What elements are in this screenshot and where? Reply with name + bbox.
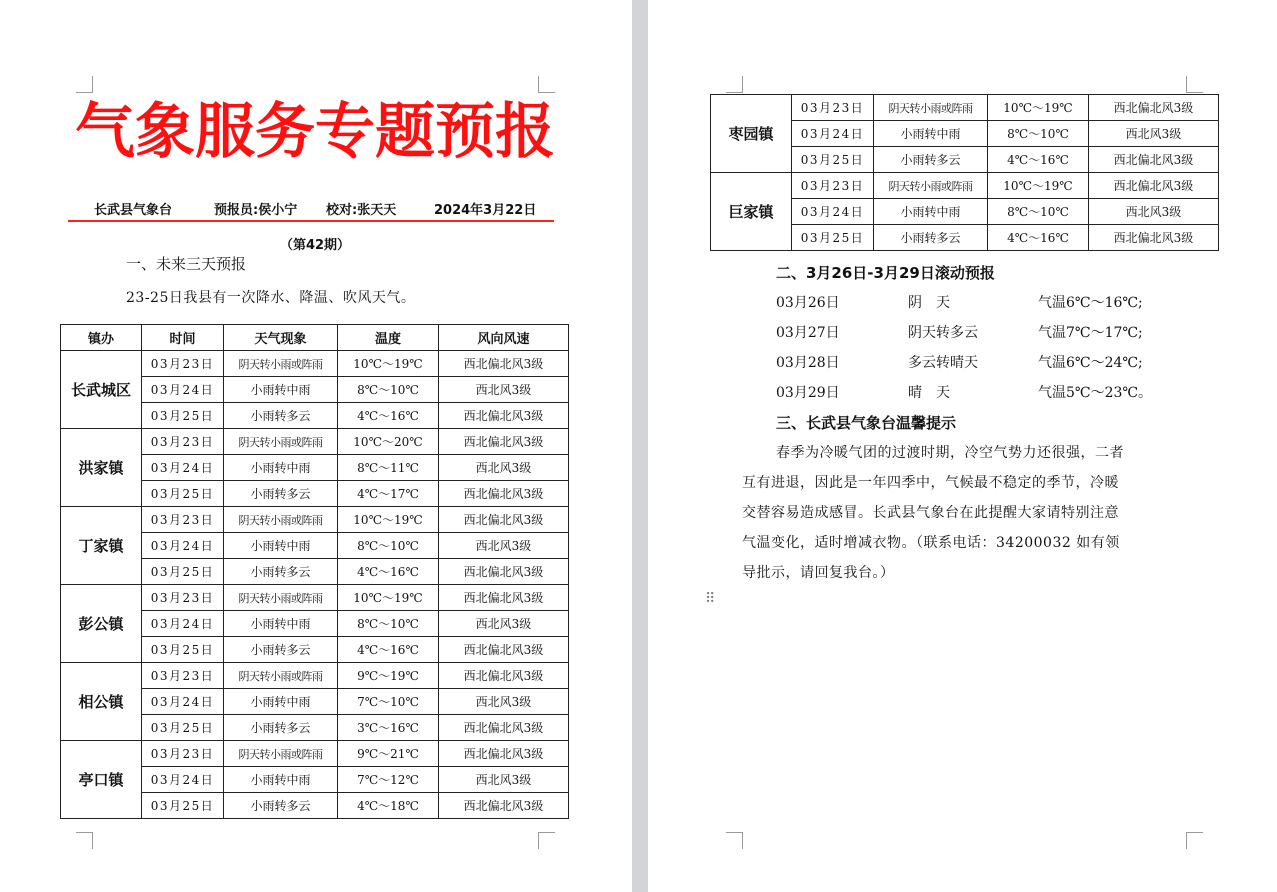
cell-temp: 4℃～18℃: [338, 793, 439, 819]
cell-temp: 10℃～20℃: [338, 429, 439, 455]
cell-weather: 小雨转多云: [224, 793, 338, 819]
section1-heading: 一、未来三天预报: [126, 255, 247, 273]
cell-wind: 西北偏北风3级: [439, 793, 569, 819]
rolling-weather: 阴 天: [908, 295, 950, 311]
cell-wind: 西北风3级: [1089, 121, 1219, 147]
cell-weather: 小雨转多云: [874, 225, 988, 251]
crop-mark: [76, 76, 93, 93]
page-gutter: [632, 0, 648, 892]
cell-temp: 10℃～19℃: [338, 507, 439, 533]
town-name: 彭公镇: [61, 585, 142, 663]
cell-wind: 西北风3级: [439, 533, 569, 559]
cell-weather: 小雨转中雨: [874, 121, 988, 147]
rolling-temp: 气温6℃～24℃;: [1038, 355, 1143, 371]
cell-date: 03月25日: [142, 559, 224, 585]
cell-wind: 西北偏北风3级: [1089, 95, 1219, 121]
cell-temp: 10℃～19℃: [988, 95, 1089, 121]
cell-weather: 小雨转多云: [224, 403, 338, 429]
cell-wind: 西北偏北风3级: [1089, 147, 1219, 173]
cell-temp: 8℃～10℃: [338, 611, 439, 637]
cell-temp: 9℃～21℃: [338, 741, 439, 767]
cell-date: 03月25日: [142, 793, 224, 819]
rolling-weather: 多云转晴天: [908, 355, 978, 371]
cell-date: 03月24日: [142, 767, 224, 793]
drag-handle-icon[interactable]: ⠿: [705, 591, 716, 607]
issue-date: 2024年3月22日: [434, 203, 537, 218]
cell-weather: 阴天转小雨或阵雨: [224, 507, 338, 533]
table-header-row: [61, 325, 569, 351]
cell-weather: 小雨转中雨: [224, 611, 338, 637]
crop-mark: [1186, 832, 1203, 849]
cell-temp: 4℃～16℃: [338, 637, 439, 663]
table-row: [61, 351, 569, 377]
cell-wind: 西北偏北风3级: [1089, 173, 1219, 199]
rolling-date: 03月27日: [776, 325, 840, 341]
cell-weather: 小雨转中雨: [224, 689, 338, 715]
crop-mark: [1186, 76, 1203, 93]
cell-weather: 小雨转中雨: [224, 533, 338, 559]
cell-weather: 阴天转小雨或阵雨: [224, 741, 338, 767]
document-title: 气象服务专题预报: [75, 97, 555, 167]
cell-weather: 阴天转小雨或阵雨: [874, 95, 988, 121]
cell-date: 03月24日: [792, 121, 874, 147]
section2-heading: 二、3月26日-3月29日滚动预报: [776, 264, 995, 282]
forecast-table-left: [60, 324, 569, 819]
table-row: [61, 429, 569, 455]
town-name: 亭口镇: [61, 741, 142, 819]
cell-date: 03月23日: [142, 663, 224, 689]
cell-date: 03月25日: [792, 225, 874, 251]
section3-heading: 三、长武县气象台温馨提示: [776, 414, 957, 432]
header-town: 镇办: [61, 325, 142, 351]
section1-summary: 23-25日我县有一次降水、降温、吹风天气。: [126, 290, 416, 306]
cell-date: 03月23日: [142, 585, 224, 611]
cell-temp: 7℃～10℃: [338, 689, 439, 715]
cell-weather: 小雨转多云: [224, 559, 338, 585]
cell-temp: 3℃～16℃: [338, 715, 439, 741]
cell-temp: 4℃～16℃: [338, 559, 439, 585]
cell-date: 03月25日: [142, 481, 224, 507]
town-name: 长武城区: [61, 351, 142, 429]
cell-weather: 小雨转多云: [224, 481, 338, 507]
crop-mark: [76, 832, 93, 849]
table-row: [61, 741, 569, 767]
cell-temp: 9℃～19℃: [338, 663, 439, 689]
cell-temp: 8℃～10℃: [988, 199, 1089, 225]
cell-wind: 西北风3级: [439, 455, 569, 481]
cell-date: 03月24日: [142, 689, 224, 715]
cell-date: 03月24日: [142, 377, 224, 403]
cell-weather: 小雨转多云: [224, 637, 338, 663]
header-weather: 天气现象: [224, 325, 338, 351]
cell-temp: 8℃～10℃: [338, 377, 439, 403]
cell-date: 03月24日: [142, 611, 224, 637]
cell-date: 03月23日: [792, 95, 874, 121]
cell-wind: 西北偏北风3级: [439, 663, 569, 689]
cell-wind: 西北偏北风3级: [439, 585, 569, 611]
rolling-date: 03月26日: [776, 295, 840, 311]
cell-wind: 西北偏北风3级: [439, 481, 569, 507]
cell-wind: 西北风3级: [1089, 199, 1219, 225]
red-divider: [68, 220, 554, 222]
cell-date: 03月23日: [142, 351, 224, 377]
cell-weather: 小雨转中雨: [224, 377, 338, 403]
cell-wind: 西北风3级: [439, 689, 569, 715]
town-name: 丁家镇: [61, 507, 142, 585]
cell-weather: 阴天转小雨或阵雨: [224, 429, 338, 455]
notice-line: 互有进退，因此是一年四季中，气候最不稳定的季节，冷暖: [742, 475, 1119, 491]
town-name: 枣园镇: [711, 95, 792, 173]
cell-date: 03月23日: [142, 429, 224, 455]
rolling-date: 03月28日: [776, 355, 840, 371]
town-name: 相公镇: [61, 663, 142, 741]
table-row: [61, 507, 569, 533]
cell-wind: 西北风3级: [439, 377, 569, 403]
rolling-temp: 气温6℃～16℃;: [1038, 295, 1143, 311]
cell-date: 03月24日: [142, 533, 224, 559]
cell-date: 03月23日: [792, 173, 874, 199]
cell-temp: 7℃～12℃: [338, 767, 439, 793]
cell-weather: 小雨转中雨: [224, 455, 338, 481]
forecast-table-right: [710, 94, 1219, 251]
cell-date: 03月25日: [792, 147, 874, 173]
cell-date: 03月24日: [142, 455, 224, 481]
cell-weather: 小雨转多云: [224, 715, 338, 741]
cell-weather: 阴天转小雨或阵雨: [874, 173, 988, 199]
cell-wind: 西北偏北风3级: [439, 741, 569, 767]
cell-wind: 西北偏北风3级: [439, 351, 569, 377]
notice-line: 导批示，请回复我台。）: [742, 565, 895, 581]
rolling-date: 03月29日: [776, 385, 840, 401]
cell-date: 03月25日: [142, 403, 224, 429]
table-row: [61, 663, 569, 689]
cell-wind: 西北风3级: [439, 611, 569, 637]
cell-wind: 西北偏北风3级: [439, 429, 569, 455]
cell-weather: 阴天转小雨或阵雨: [224, 663, 338, 689]
cell-temp: 10℃～19℃: [338, 585, 439, 611]
table-row: [61, 585, 569, 611]
cell-weather: 小雨转多云: [874, 147, 988, 173]
crop-mark: [726, 832, 743, 849]
crop-mark: [538, 76, 555, 93]
cell-wind: 西北偏北风3级: [439, 403, 569, 429]
cell-temp: 4℃～16℃: [988, 147, 1089, 173]
issue-number: （第42期）: [279, 238, 351, 253]
cell-date: 03月23日: [142, 507, 224, 533]
notice-line: 春季为冷暖气团的过渡时期，冷空气势力还很强，二者: [776, 445, 1124, 461]
cell-wind: 西北偏北风3级: [439, 715, 569, 741]
cell-date: 03月24日: [792, 199, 874, 225]
cell-wind: 西北偏北风3级: [439, 507, 569, 533]
crop-mark: [726, 76, 743, 93]
page-1: [0, 0, 632, 892]
rolling-weather: 晴 天: [908, 385, 950, 401]
notice-line: 交替容易造成感冒。长武县气象台在此提醒大家请特别注意: [742, 505, 1119, 521]
cell-temp: 4℃～16℃: [988, 225, 1089, 251]
cell-temp: 8℃～10℃: [988, 121, 1089, 147]
cell-weather: 阴天转小雨或阵雨: [224, 585, 338, 611]
cell-wind: 西北偏北风3级: [1089, 225, 1219, 251]
cell-weather: 阴天转小雨或阵雨: [224, 351, 338, 377]
cell-weather: 小雨转中雨: [874, 199, 988, 225]
town-name: 洪家镇: [61, 429, 142, 507]
rolling-temp: 气温7℃～17℃;: [1038, 325, 1143, 341]
cell-temp: 8℃～10℃: [338, 533, 439, 559]
cell-wind: 西北偏北风3级: [439, 637, 569, 663]
town-name: 巨家镇: [711, 173, 792, 251]
proofreader: 校对:张天天: [326, 203, 397, 218]
forecaster: 预报员:侯小宁: [214, 203, 298, 218]
cell-wind: 西北偏北风3级: [439, 559, 569, 585]
header-time: 时间: [142, 325, 224, 351]
cell-temp: 4℃～16℃: [338, 403, 439, 429]
cell-temp: 10℃～19℃: [988, 173, 1089, 199]
issuer: 长武县气象台: [94, 203, 173, 218]
crop-mark: [538, 832, 555, 849]
cell-date: 03月23日: [142, 741, 224, 767]
cell-weather: 小雨转中雨: [224, 767, 338, 793]
notice-line: 气温变化，适时增减衣物。（联系电话：34200032 如有领: [742, 535, 1120, 551]
cell-wind: 西北风3级: [439, 767, 569, 793]
cell-temp: 8℃～11℃: [338, 455, 439, 481]
header-temperature: 温度: [338, 325, 439, 351]
cell-temp: 10℃～19℃: [338, 351, 439, 377]
cell-date: 03月25日: [142, 715, 224, 741]
cell-date: 03月25日: [142, 637, 224, 663]
table-row: [711, 95, 1219, 121]
rolling-temp: 气温5℃～23℃。: [1038, 385, 1153, 401]
header-wind: 风向风速: [439, 325, 569, 351]
table-row: [711, 173, 1219, 199]
cell-temp: 4℃～17℃: [338, 481, 439, 507]
rolling-weather: 阴天转多云: [908, 325, 978, 341]
